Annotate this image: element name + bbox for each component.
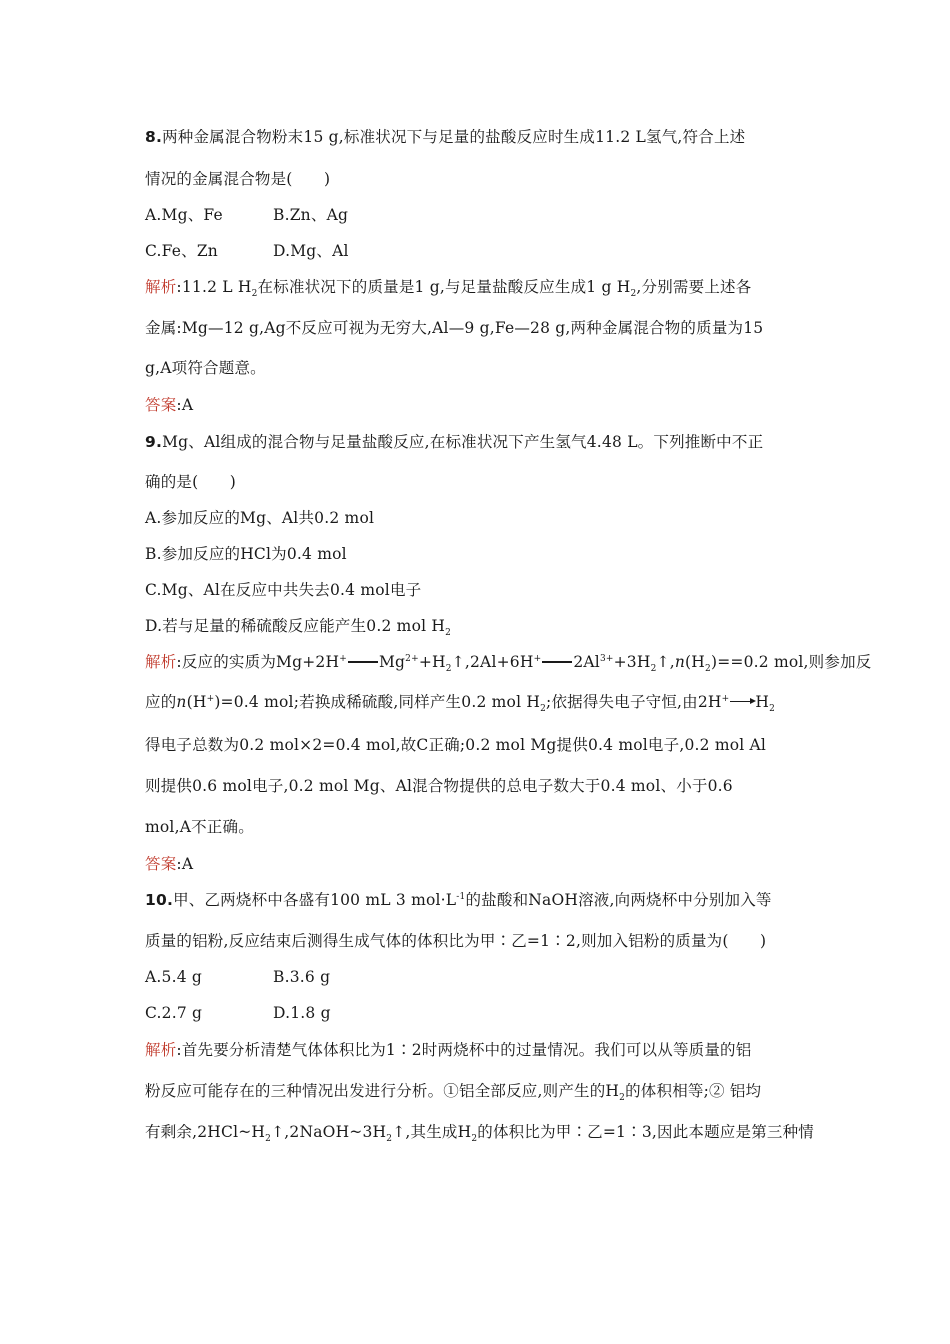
q10-option-b: B.3.6 g [273,968,331,986]
q9-analysis-label: 解析 [145,653,177,671]
q10-number: 10. [145,891,174,909]
q8-option-c: C.Fe、Zn [145,242,218,260]
q10-stem-line2: 质量的铝粉,反应结束后测得生成气体的体积比为甲∶乙=1∶2,则加入铝粉的质量为( ) [145,932,767,950]
q10-options-row1 [145,967,331,987]
q8-option-a: A.Mg、Fe [145,206,223,224]
q9-analysis-line3: 得电子总数为0.2 mol×2=0.4 mol,故C正确;0.2 mol Mg提供0.4 mol电子,0.2 mol Al [145,736,767,754]
q10-option-c: C.2.7 g [145,1004,203,1022]
q9-analysis-line2: 应的n(H+)=0.4 mol;若换成稀硫酸,同样产生0.2 mol $H_2$;依据得失电子守恒,由2H+ $H_2$ [145,693,776,715]
q10-option-a: A.5.4 g [145,968,203,986]
q9-option-d: D.若与足量的稀硫酸反应能产生0.2 mol $H_2$ [145,617,452,639]
q9-answer-label: 答案 [145,855,177,873]
equals-sign-icon [348,661,378,663]
q9-option-c: C.Mg、Al在反应中共失去0.4 mol电子 [145,581,422,599]
q10-options-row2 [145,1003,331,1023]
q9-number: 9. [145,433,163,451]
q8-stem-line1: 8.两种金属混合物粉末15 g,标准状况下与足量的盐酸反应时生成11.2 L氢气,符合上述 [145,128,746,146]
equals-sign-icon [542,661,572,663]
q8-options-row2 [145,241,349,261]
q10-analysis-line2: 粉反应可能存在的三种情况出发进行分析。①铝全部反应,则产生的$H_2$的体积相等;② 铝均 [145,1082,762,1104]
q10-stem-line1: 10.甲、乙两烧杯中各盛有100 mL 3 $mol\cdot L^{-1}$的盐酸和NaOH溶液,向两烧杯中分别加入等 [145,891,772,909]
q8-option-b: B.Zn、Ag [273,206,349,224]
q10-analysis-line1: 解析:首先要分析清楚气体体积比为1∶2时两烧杯中的过量情况。我们可以从等质量的铝 [145,1041,752,1059]
q9-stem-line1: 9.Mg、Al组成的混合物与足量盐酸反应,在标准状况下产生氢气4.48 L。下列推断中不正 [145,433,764,451]
q10-analysis-line3: 有剩余$,2HCl\sim H_2↑,2NaOH\sim 3H_2↑$,其生成$H_2$的体积比为甲∶乙=1∶3,因此本题应是第三种情 [145,1123,815,1145]
q9-analysis-line1: 解析:反应的实质为Mg+2H+ $Mg^{2+}+H_2↑,2Al+6H^+$ $2Al^{3+}+3H_2↑,n(H_2)==0.2$ mol,则参加反 [145,653,872,675]
q8-stem-line2: 情况的金属混合物是( ) [145,170,331,188]
q9-option-a: A.参加反应的Mg、Al共0.2 mol [145,509,375,527]
q9-option-b: B.参加反应的HCl为0.4 mol [145,545,347,563]
q8-analysis-line2: 金属:Mg—12 g,Ag不反应可视为无穷大,Al—9 g,Fe—28 g,两种金属混合物的质量为15 [145,319,764,337]
q8-option-d: D.Mg、Al [273,242,349,260]
q8-analysis-line1: 解析:11.2 L $H_2$在标准状况下的质量是1 g,与足量盐酸反应生成1 g $H_2$,分别需要上述各 [145,278,752,300]
q9-analysis-line5: mol,A不正确。 [145,818,254,836]
q9-answer: 答案:A [145,855,194,873]
right-arrow-icon [730,701,754,702]
q8-answer-label: 答案 [145,396,177,414]
q8-analysis-line3: g,A项符合题意。 [145,359,266,377]
q9-analysis-line4: 则提供0.6 mol电子,0.2 mol Mg、Al混合物提供的总电子数大于0.4 mol、小于0.6 [145,777,733,795]
q8-answer: 答案:A [145,396,194,414]
q10-option-d: D.1.8 g [273,1004,331,1022]
q8-analysis-label: 解析 [145,278,177,296]
q8-number: 8. [145,128,163,146]
q9-stem-line2: 确的是( ) [145,473,236,491]
q10-analysis-label: 解析 [145,1041,177,1059]
q8-options-row1 [145,205,349,225]
